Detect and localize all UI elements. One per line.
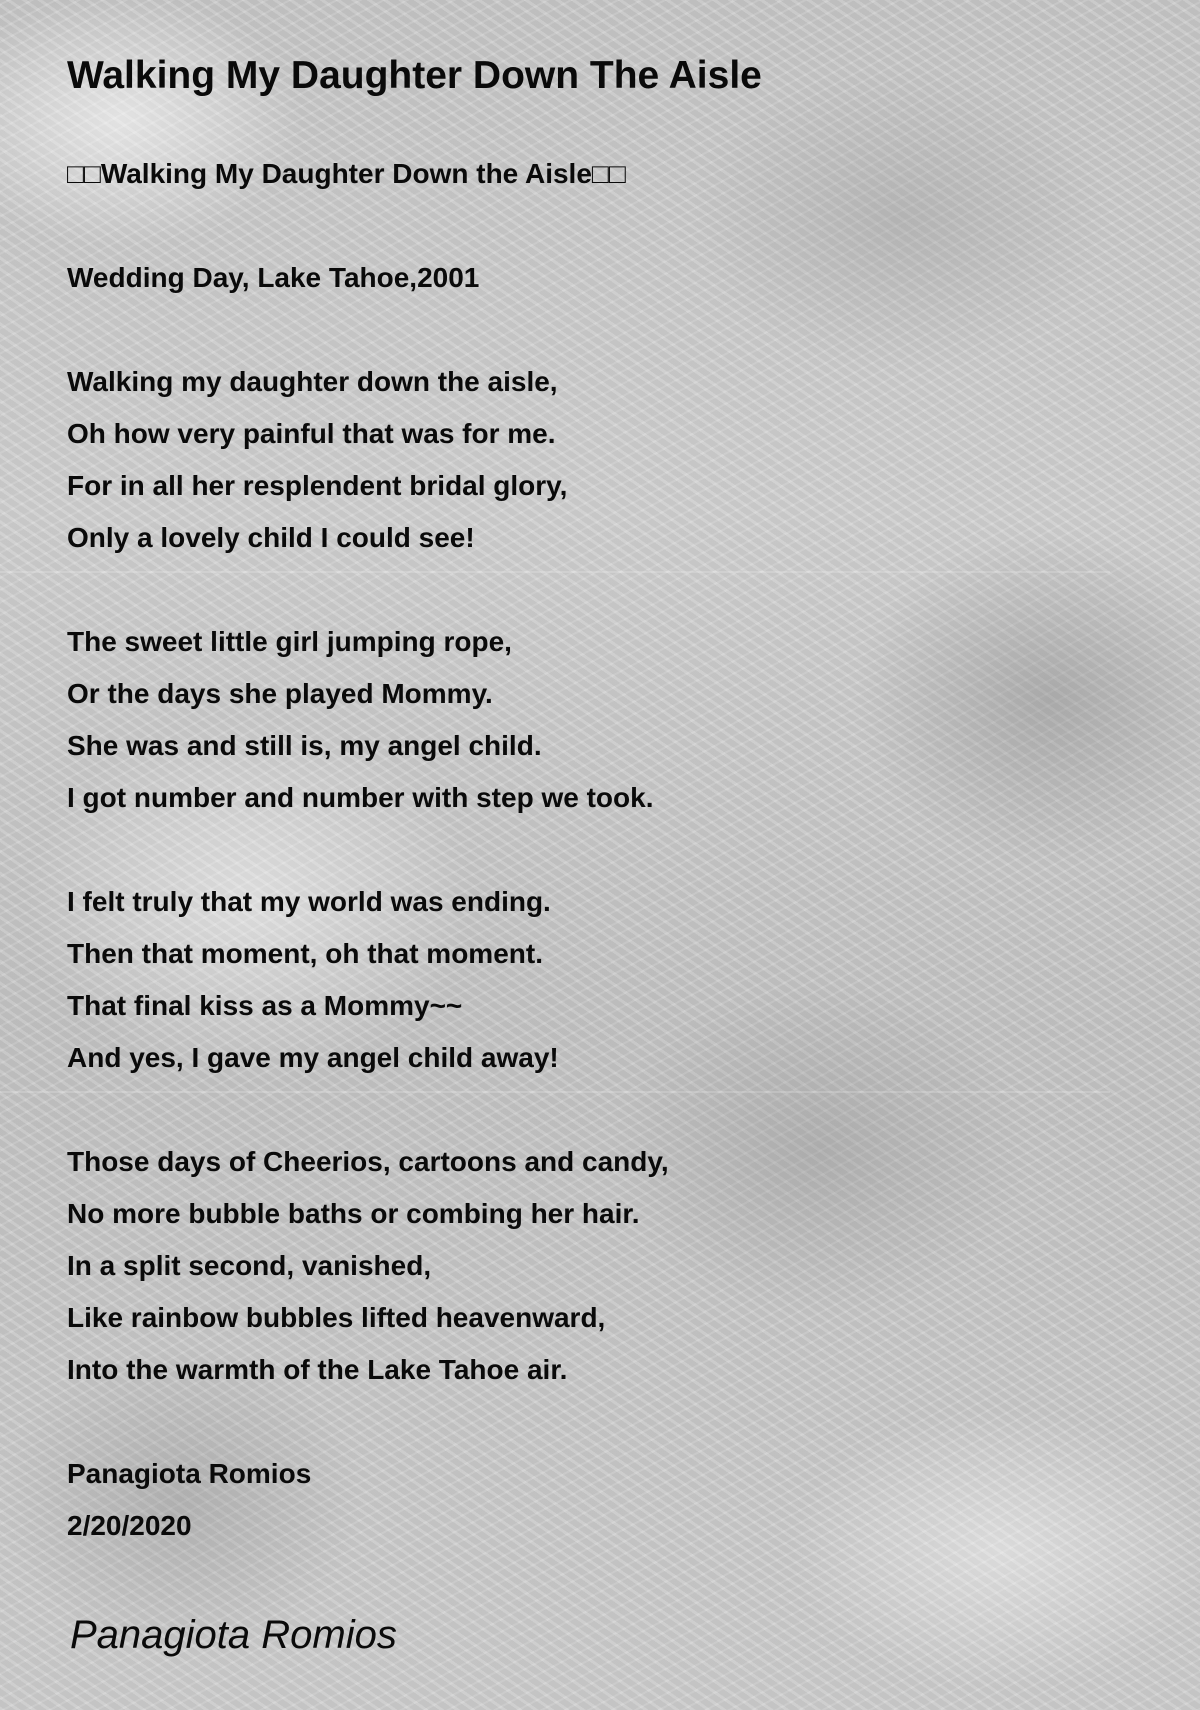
poem-line: □□Walking My Daughter Down the Aisle□□ [67,158,626,189]
poem-blank-line [67,824,669,876]
poem-line: I got number and number with step we took. [67,782,654,813]
poem-line: Only a lovely child I could see! [67,522,475,553]
poem-line: Walking my daughter down the aisle, [67,366,558,397]
poem-line: I felt truly that my world was ending. [67,886,551,917]
poem-line: Wedding Day, Lake Tahoe,2001 [67,262,480,293]
poem-line: In a split second, vanished, [67,1250,432,1281]
poem-line: Those days of Cheerios, cartoons and candy, [67,1146,669,1177]
poem-line: The sweet little girl jumping rope, [67,626,512,657]
poem-line: Then that moment, oh that moment. [67,938,543,969]
poem-line: And yes, I gave my angel child away! [67,1042,559,1073]
poem-line: She was and still is, my angel child. [67,730,542,761]
poem-line: No more bubble baths or combing her hair. [67,1198,640,1229]
poem-blank-line [67,304,669,356]
poem-blank-line [67,1396,669,1448]
poem-title: Walking My Daughter Down The Aisle [67,54,762,97]
author-signature: Panagiota Romios [70,1613,397,1657]
poem-author-line: Panagiota Romios [67,1458,312,1489]
poem-date-line: 2/20/2020 [67,1510,192,1541]
poem-line: Oh how very painful that was for me. [67,418,556,449]
poem-line: Or the days she played Mommy. [67,678,493,709]
poem-body [67,148,669,1552]
poem-blank-line [67,200,669,252]
poem-line: Into the warmth of the Lake Tahoe air. [67,1354,568,1385]
poem-blank-line [67,1084,669,1136]
poem-line: Like rainbow bubbles lifted heavenward, [67,1302,606,1333]
poem-line: That final kiss as a Mommy~~ [67,990,463,1021]
poem-blank-line [67,564,669,616]
poem-line: For in all her resplendent bridal glory, [67,470,568,501]
